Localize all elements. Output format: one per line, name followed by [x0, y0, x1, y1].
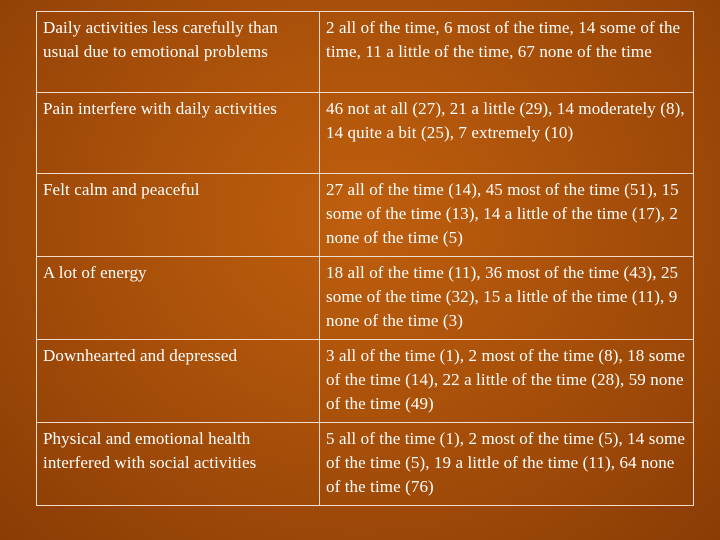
item-cell: Physical and emotional health interfered with social activities — [37, 423, 320, 506]
survey-results-table — [36, 11, 694, 506]
table-row — [37, 12, 694, 93]
responses-cell: 3 all of the time (1), 2 most of the time (8), 18 some of the time (14), 22 a little of the time (28), 59 none of the time (49) — [320, 340, 694, 423]
table-row — [37, 340, 694, 423]
item-cell: A lot of energy — [37, 257, 320, 340]
responses-cell: 5 all of the time (1), 2 most of the time (5), 14 some of the time (5), 19 a little of the time (11), 64 none of the time (76) — [320, 423, 694, 506]
survey-results-table-container — [36, 11, 692, 506]
responses-cell: 18 all of the time (11), 36 most of the time (43), 25 some of the time (32), 15 a little of the time (11), 9 none of the time (3) — [320, 257, 694, 340]
table-row — [37, 174, 694, 257]
responses-cell: 2 all of the time, 6 most of the time, 14 some of the time, 11 a little of the time, 67 none of the time — [320, 12, 694, 93]
table-row — [37, 93, 694, 174]
item-cell: Daily activities less carefully than usual due to emotional problems — [37, 12, 320, 93]
table-row — [37, 423, 694, 506]
responses-cell: 27 all of the time (14), 45 most of the time (51), 15 some of the time (13), 14 a little of the time (17), 2 none of the time (5) — [320, 174, 694, 257]
responses-cell: 46 not at all (27), 21 a little (29), 14 moderately (8), 14 quite a bit (25), 7 extremely (10) — [320, 93, 694, 174]
item-cell: Pain interfere with daily activities — [37, 93, 320, 174]
item-cell: Felt calm and peaceful — [37, 174, 320, 257]
item-cell: Downhearted and depressed — [37, 340, 320, 423]
table-row — [37, 257, 694, 340]
